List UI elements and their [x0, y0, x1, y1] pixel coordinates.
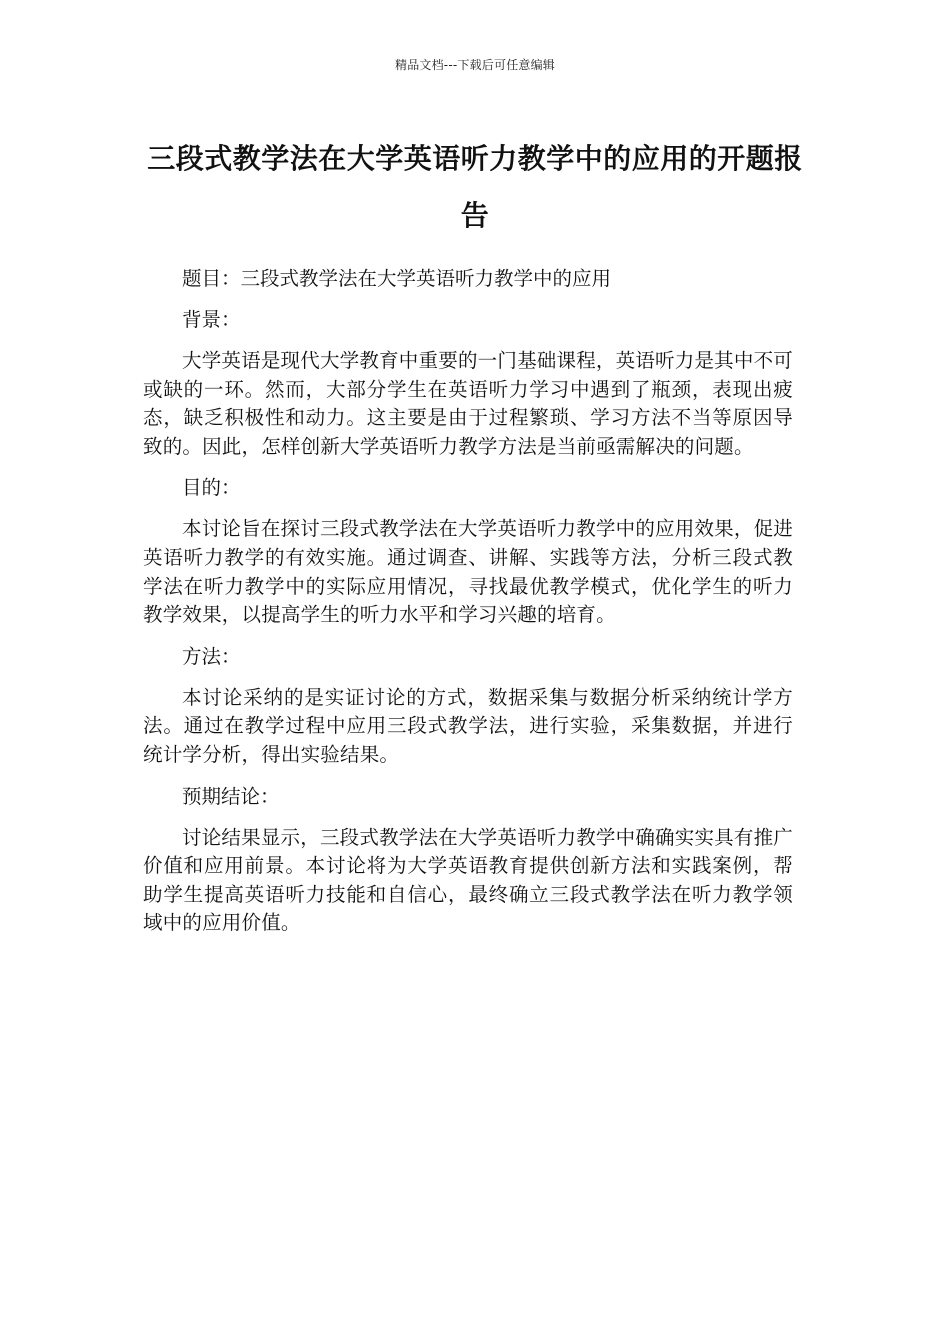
section-label-purpose: 目的：: [182, 476, 241, 500]
section-label-method: 方法：: [182, 644, 241, 668]
section-text-method: 本讨论采纳的是实证讨论的方式，数据采集与数据分析采纳统计学方法。通过在教学过程中应用三段式教学法，进行实验，采集数据，并进行统计学分析，得出实验结果。: [143, 685, 793, 766]
section-text-background: 大学英语是现代大学教育中重要的一门基础课程，英语听力是其中不可或缺的一环。然而，大部分学生在英语听力学习中遇到了瓶颈，表现出疲态，缺乏积极性和动力。这主要是由于过程繁琐、学习方法不当等原因导致的。因此，怎样创新大学英语听力教学方法是当前亟需解决的问题。: [143, 349, 793, 458]
document-title: 三段式教学法在大学英语听力教学中的应用的开题报告: [147, 142, 803, 232]
section-text-purpose: 本讨论旨在探讨三段式教学法在大学英语听力教学中的应用效果，促进英语听力教学的有效实施。通过调查、讲解、实践等方法，分析三段式教学法在听力教学中的实际应用情况，寻找最优教学模式，优化学生的听力教学效果，以提高学生的听力水平和学习兴趣的培育。: [143, 517, 793, 627]
header-note: 精品文档---下载后可任意编辑: [395, 58, 555, 72]
section-text-conclusion: 讨论结果显示，三段式教学法在大学英语听力教学中确确实实具有推广价值和应用前景。本讨论将为大学英语教育提供创新方法和实践案例，帮助学生提高英语听力技能和自信心，最终确立三段式教学法在听力教学领域中的应用价值。: [143, 825, 793, 935]
document-body: [143, 265, 793, 951]
section-label-background: 背景：: [182, 308, 241, 331]
section-label-conclusion: 预期结论：: [182, 784, 280, 808]
topic-line: 题目：三段式教学法在大学英语听力教学中的应用: [182, 267, 612, 290]
